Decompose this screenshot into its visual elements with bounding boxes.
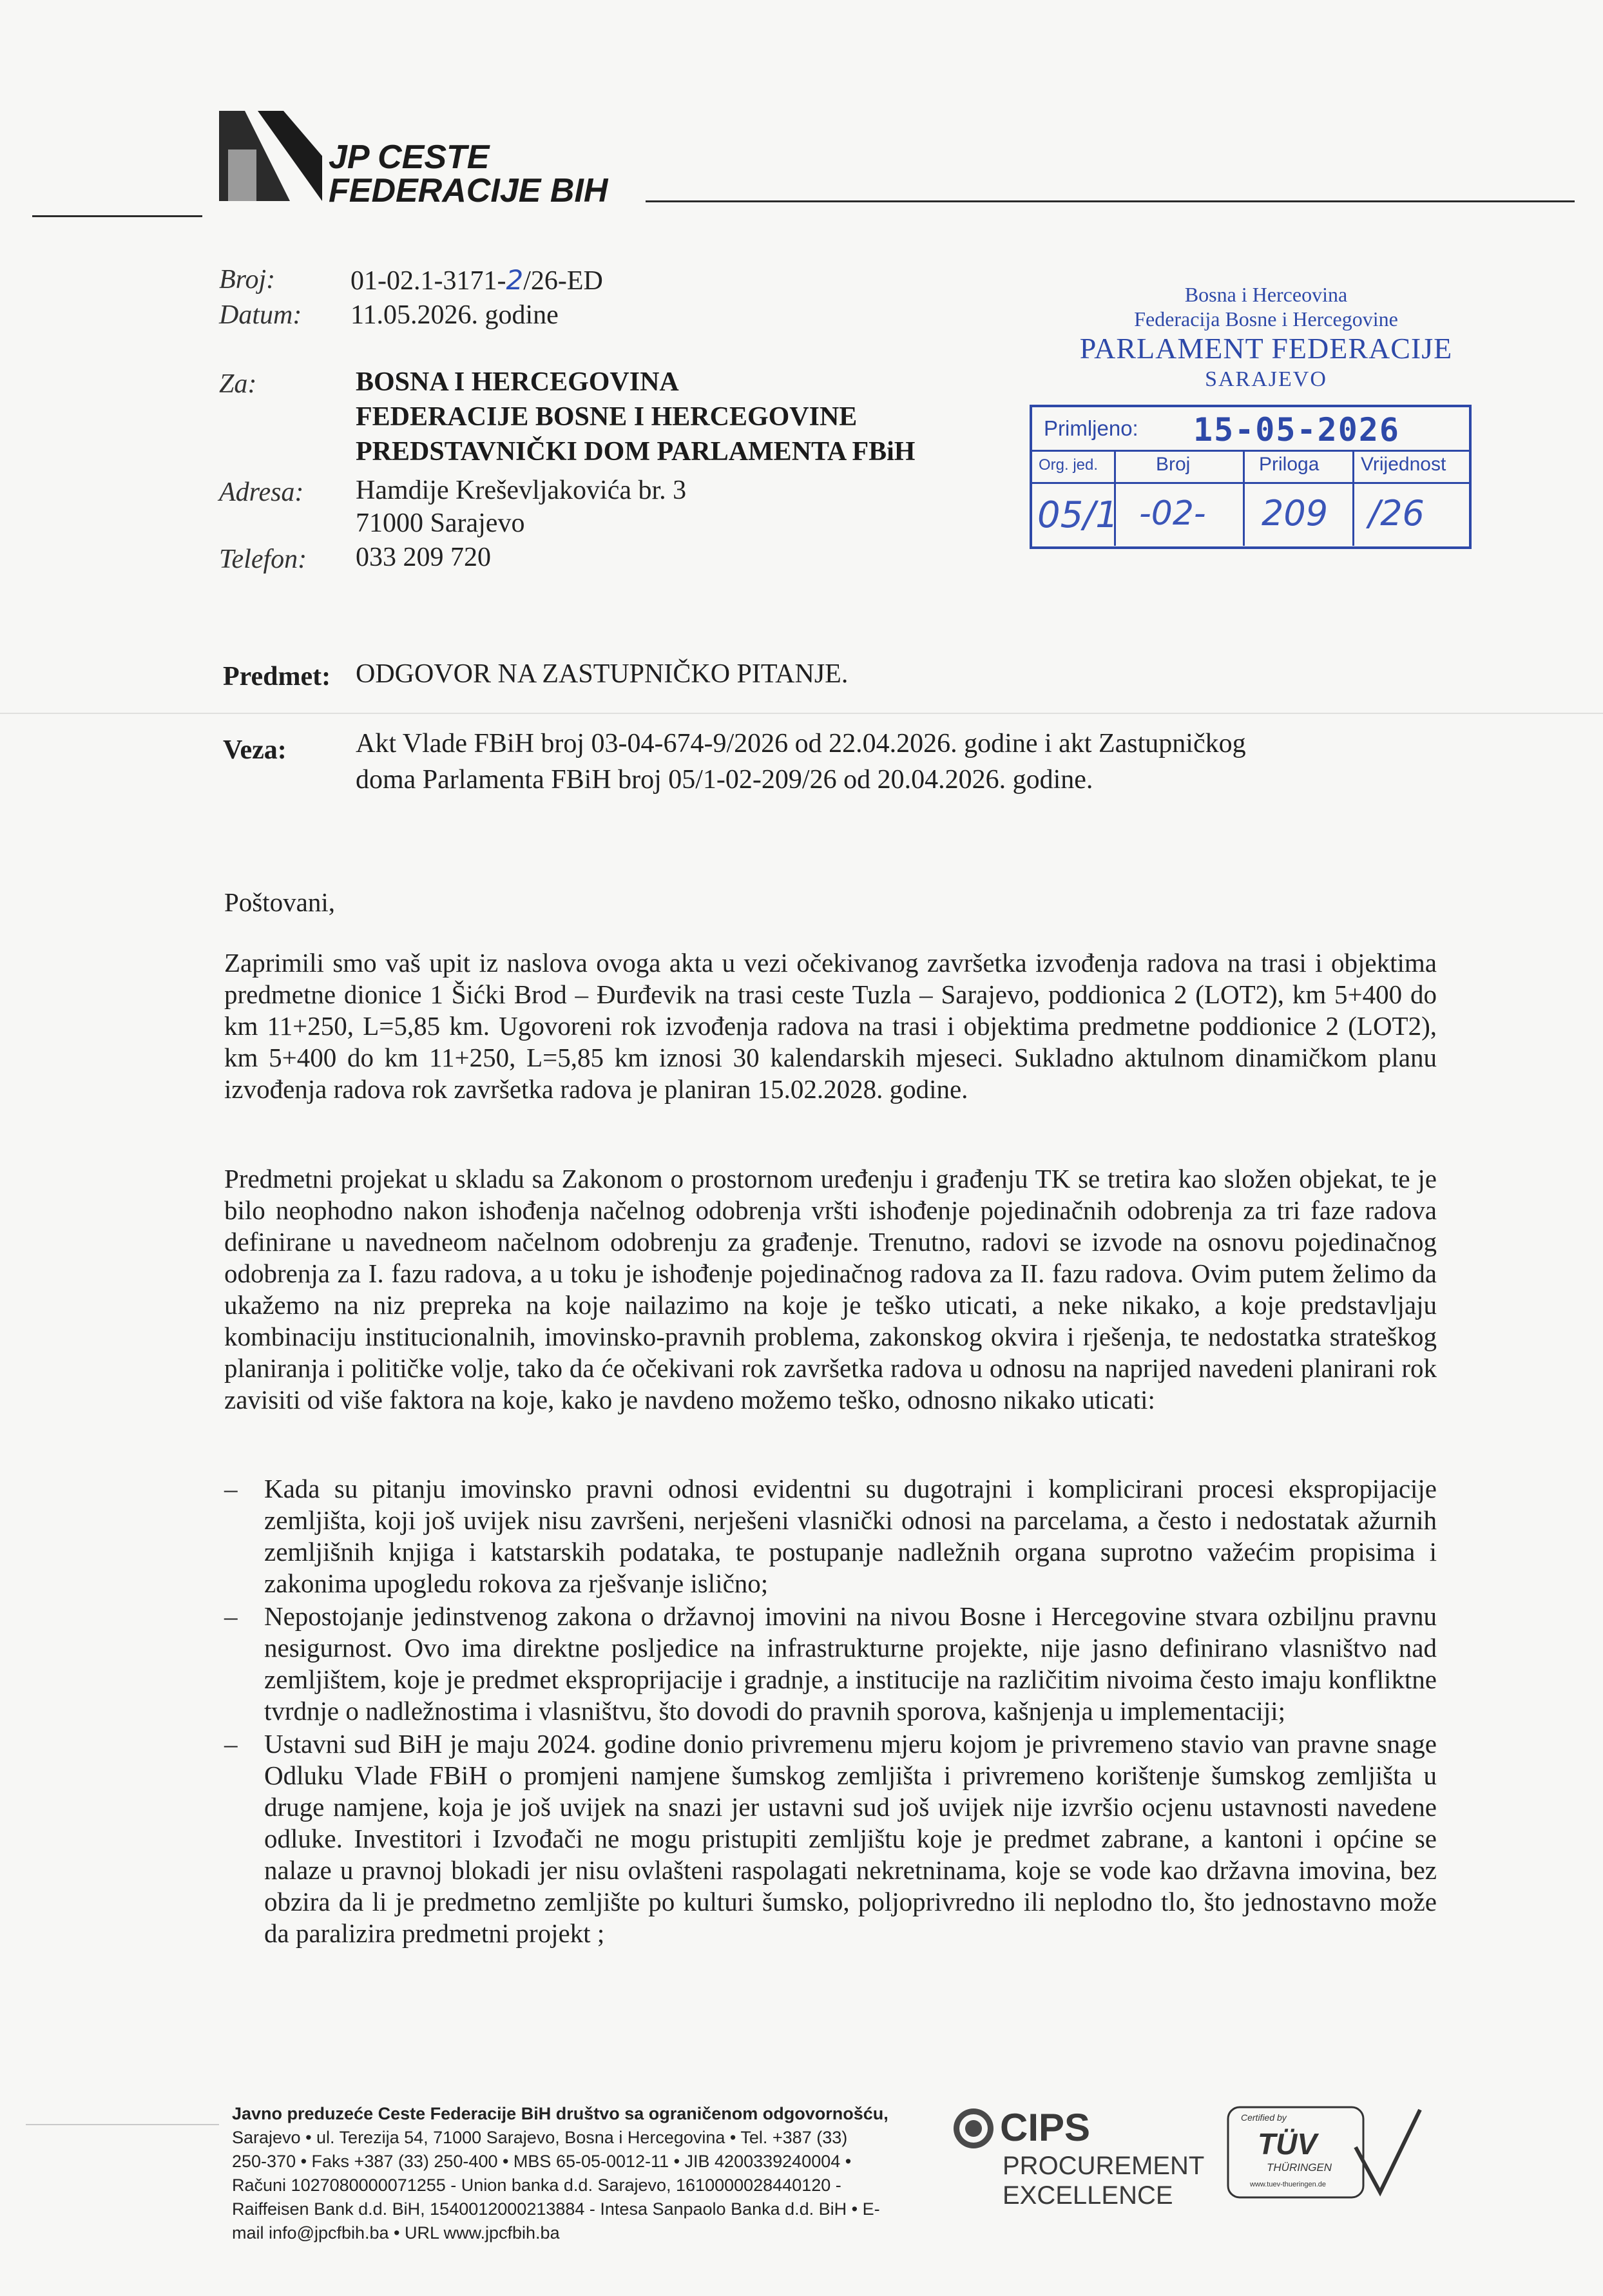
- broj-prefix: 01-02.1-3171-: [350, 266, 506, 296]
- veza-line1: Akt Vlade FBiH broj 03-04-674-9/2026 od 22.04.2026. godine i akt Zastupničkog: [356, 729, 1246, 758]
- recipient-line: PREDSTAVNIČKI DOM PARLAMENTA FBiH: [356, 437, 916, 467]
- tuv-certification-logo: [1227, 2102, 1426, 2203]
- stamp-line1: Bosna i Herceovina: [1184, 283, 1348, 306]
- datum-label: Datum:: [219, 300, 302, 330]
- stamp-received-row: [1032, 407, 1469, 452]
- subject-label: Predmet:: [223, 662, 331, 691]
- adresa-label: Adresa:: [219, 478, 304, 507]
- bullet-text: Ustavni sud BiH je maju 2024. godine donio privremenu mjeru kojom je privremeno stavio van pravne snage Odluku Vlade FBiH o promjeni namjene šumskog zemljišta i privremeno korištenje šumskog zemljišta u druge namjene, koja je još uvijek na snazi jer ustavni sud još uvijek nije izvršio ocjenu ustavnosti navedene odluke. Investitori i Izvođači ne mogu pristupiti zemljištu koje je predmet zabrane, a kantoni i općine se nalaze u pravnoj blokadi jer nisu ovlašteni raspolagati nekretninama, koje se vode kao državna imovina, bez obzira da li je predmetno zemljište po kulturi šumsko, poljoprivredno ili neplodno tlo, što jednostavno može da paralizira predmetni projekt ;: [264, 1729, 1437, 1948]
- adresa-line2: 71000 Sarajevo: [356, 508, 525, 538]
- stamp-received-label: Primljeno:: [1044, 416, 1138, 440]
- broj-suffix: /26-ED: [523, 266, 603, 296]
- stamp-val-vrijednost-text: /26: [1368, 493, 1425, 534]
- tuv-region: THÜRINGEN: [1267, 2161, 1332, 2174]
- broj-handwritten: 2: [506, 264, 524, 296]
- footer-line: Sarajevo • ul. Terezija 54, 71000 Sarajevo, Bosna i Hercegovina • Tel. +387 (33): [232, 2128, 848, 2147]
- stamp-col-priloga-label: Priloga: [1259, 454, 1320, 475]
- company-name-line1: JP CESTE: [329, 139, 490, 176]
- paragraph-1: Zaprimili smo vaš upit iz naslova ovoga akta u vezi očekivanog završetka izvođenja radova na trasi i objektima predmetne dionice 1 Šićki Brod – Đurđevik na trasi ceste Tuzla – Sarajevo, poddionica 2 (LOT2), km 5+400 do km 11+250, L=5,85 km. Ugovoreni rok izvođenja radova na trasi i objektima predmetne poddionice 2 (LOT2), km 5+400 do km 11+250, L=5,85 km iznosi 30 kalendarskih mjeseci. Sukladno aktulnom dinamičkom planu izvođenja radova rok završetka radova je planiran 15.02.2028. godine.: [224, 948, 1437, 1104]
- stamp-val-broj: [1116, 484, 1245, 546]
- za-label: Za:: [219, 369, 257, 399]
- fold-line: [0, 713, 1603, 714]
- adresa-line1: Hamdije Kreševljakovića br. 3: [356, 476, 687, 505]
- received-stamp: [1030, 405, 1472, 549]
- footer-line: mail info@jpcfbih.ba • URL www.jpcfbih.ba: [232, 2223, 560, 2243]
- tuv-url: www.tuev-thueringen.de: [1250, 2181, 1327, 2188]
- header-rule-right: [646, 200, 1575, 202]
- bullet-marker: –: [224, 1729, 238, 1759]
- veza-value: [356, 726, 1246, 798]
- tuv-certified-label: Certified by: [1241, 2112, 1287, 2123]
- header-rule-left: [32, 215, 202, 217]
- salutation: Poštovani,: [224, 887, 335, 917]
- footer-line: Javno preduzeće Ceste Federacije BiH društvo sa ograničenom odgovornošću,: [232, 2104, 888, 2123]
- stamp-val-priloga-text: 209: [1262, 493, 1329, 534]
- stamp-line2: Federacija Bosne i Hercegovine: [1134, 307, 1398, 331]
- bullet-marker: –: [224, 1601, 238, 1631]
- bullet-text: Nepostojanje jedinstvenog zakona o državnoj imovini na nivou Bosne i Hercegovine stvara ozbiljnu pravnu nesigurnost. Ovo ima direktne posljedice na infrastrukturne projekte, nije jasno definirano vlasništvo nad zemljištem, koje je predmet eksproprijacije i gradnje, a institucije na različitim nivoima često imaju konfliktne tvrdnje o nadležnostima i vlasništvu, što dovodi do pravnih sporova, kašnjenja u implementaciji;: [264, 1601, 1437, 1726]
- footer-line: Raiffeisen Bank d.d. BiH, 1540012000213884 - Intesa Sanpaolo Banka d.d. BiH • E-: [232, 2199, 880, 2219]
- stamp-col-broj-label: Broj: [1156, 454, 1191, 475]
- stamp-col-broj: [1116, 450, 1245, 482]
- company-logo-icon: [219, 111, 322, 201]
- footer-line: Računi 1027080000071255 - Union banka d.d. Sarajevo, 1610000028440120 -: [232, 2175, 841, 2195]
- recipient-line: FEDERACIJE BOSNE I HERCEGOVINE: [356, 402, 858, 432]
- recipient-block: [356, 365, 915, 469]
- stamp-col-vrijednost-label: Vrijednost: [1361, 454, 1446, 475]
- stamp-val-org-text: 05/1: [1037, 494, 1118, 536]
- list-item: [224, 1601, 1437, 1727]
- parliament-stamp-header: [1031, 282, 1501, 393]
- recipient-line: BOSNA I HERCEGOVINA: [356, 367, 679, 397]
- bullet-marker: –: [224, 1474, 238, 1503]
- bullet-text: Kada su pitanju imovinsko pravni odnosi evidentni su dugotrajni i komplicirani procesi ekspropijacije zemljišta, koji još uvijek nisu završeni, nerješeni vlasnički odnosi na parcelama, a često i nedostatak ažurnih zemljišnih knjiga i katstarskih podataka, te postupanje nadležnih organa suprotno važećim propisima i zakonima upogledu rokova za rješvanje islično;: [264, 1474, 1437, 1598]
- broj-value: [350, 264, 603, 296]
- stamp-val-org: [1032, 484, 1116, 546]
- telefon-label: Telefon:: [219, 545, 307, 574]
- stamp-val-priloga: [1245, 484, 1354, 546]
- cips-line2: EXCELLENCE: [1003, 2181, 1173, 2210]
- stamp-col-vrijednost: [1354, 450, 1466, 482]
- stamp-columns-row: [1032, 450, 1469, 482]
- footer-divider: [26, 2124, 219, 2125]
- list-item: [224, 1728, 1437, 1949]
- subject-value: ODGOVOR NA ZASTUPNIČKO PITANJE.: [356, 659, 849, 689]
- cips-brand: CIPS: [1000, 2106, 1091, 2149]
- bullet-list: [224, 1473, 1437, 1949]
- stamp-line3: PARLAMENT FEDERACIJE: [1079, 332, 1453, 365]
- veza-line2: doma Parlamenta FBiH broj 05/1-02-209/26 od 20.04.2026. godine.: [356, 765, 1093, 795]
- stamp-line4: SARAJEVO: [1205, 367, 1327, 391]
- stamp-col-org: [1032, 450, 1116, 482]
- paragraph-2: Predmetni projekat u skladu sa Zakonom o prostornom uređenju i građenju TK se tretira kao složen objekat, te je bilo neophodno nakon ishođenja načelnog odobrenja vršti ishođenje pojedinačnih odobrenja za tri faze radova definirane u navedneom načelnom odobrenju za građenje. Trenutno, radovi se izvode na osnovu pojedinačnog odobrenja za I. fazu radova, a u toku je ishođenje pojedinačnog radova za II. fazu radova. Ovim putem želimo da ukažemo na niz prepreka na koje nailazimo na koje je teško uticati, a neke nikako, a koje predstavljaju kombinaciju institucionalnih, imovinsko-pravnih problema, zakonskog okvira i rješenja, te nedostatka strateškog planiranja i političke volje, tako da će očekivani rok završetka radova u odnosu na naprijed navedeni planirani rok zavisiti od više faktora na koje, kako je navdeno možemo teško, odnosno nikako uticati:: [224, 1164, 1437, 1414]
- tuv-brand: TÜV: [1258, 2127, 1317, 2161]
- cips-certification-logo: [951, 2106, 1209, 2210]
- stamp-received-date: 15-05-2026: [1193, 411, 1401, 449]
- stamp-col-org-label: Org. jed.: [1039, 456, 1099, 474]
- footer-company-info: [232, 2102, 928, 2245]
- veza-label: Veza:: [223, 735, 287, 765]
- stamp-val-vrijednost: [1354, 484, 1466, 546]
- cips-line1: PROCUREMENT: [1003, 2152, 1205, 2180]
- company-name: [329, 140, 608, 207]
- datum-value: 11.05.2026. godine: [350, 300, 559, 330]
- telefon-value: 033 209 720: [356, 543, 491, 572]
- footer-line: 250-370 • Faks +387 (33) 250-400 • MBS 65-05-0012-11 • JIB 4200339240004 •: [232, 2152, 852, 2171]
- company-name-line2: FEDERACIJE BIH: [329, 172, 608, 209]
- broj-label: Broj:: [219, 265, 276, 294]
- list-item: [224, 1473, 1437, 1599]
- stamp-val-broj-text: -02-: [1139, 494, 1206, 533]
- cips-globe-icon: [951, 2106, 996, 2151]
- stamp-col-priloga: [1245, 450, 1354, 482]
- stamp-values-row: [1032, 482, 1469, 546]
